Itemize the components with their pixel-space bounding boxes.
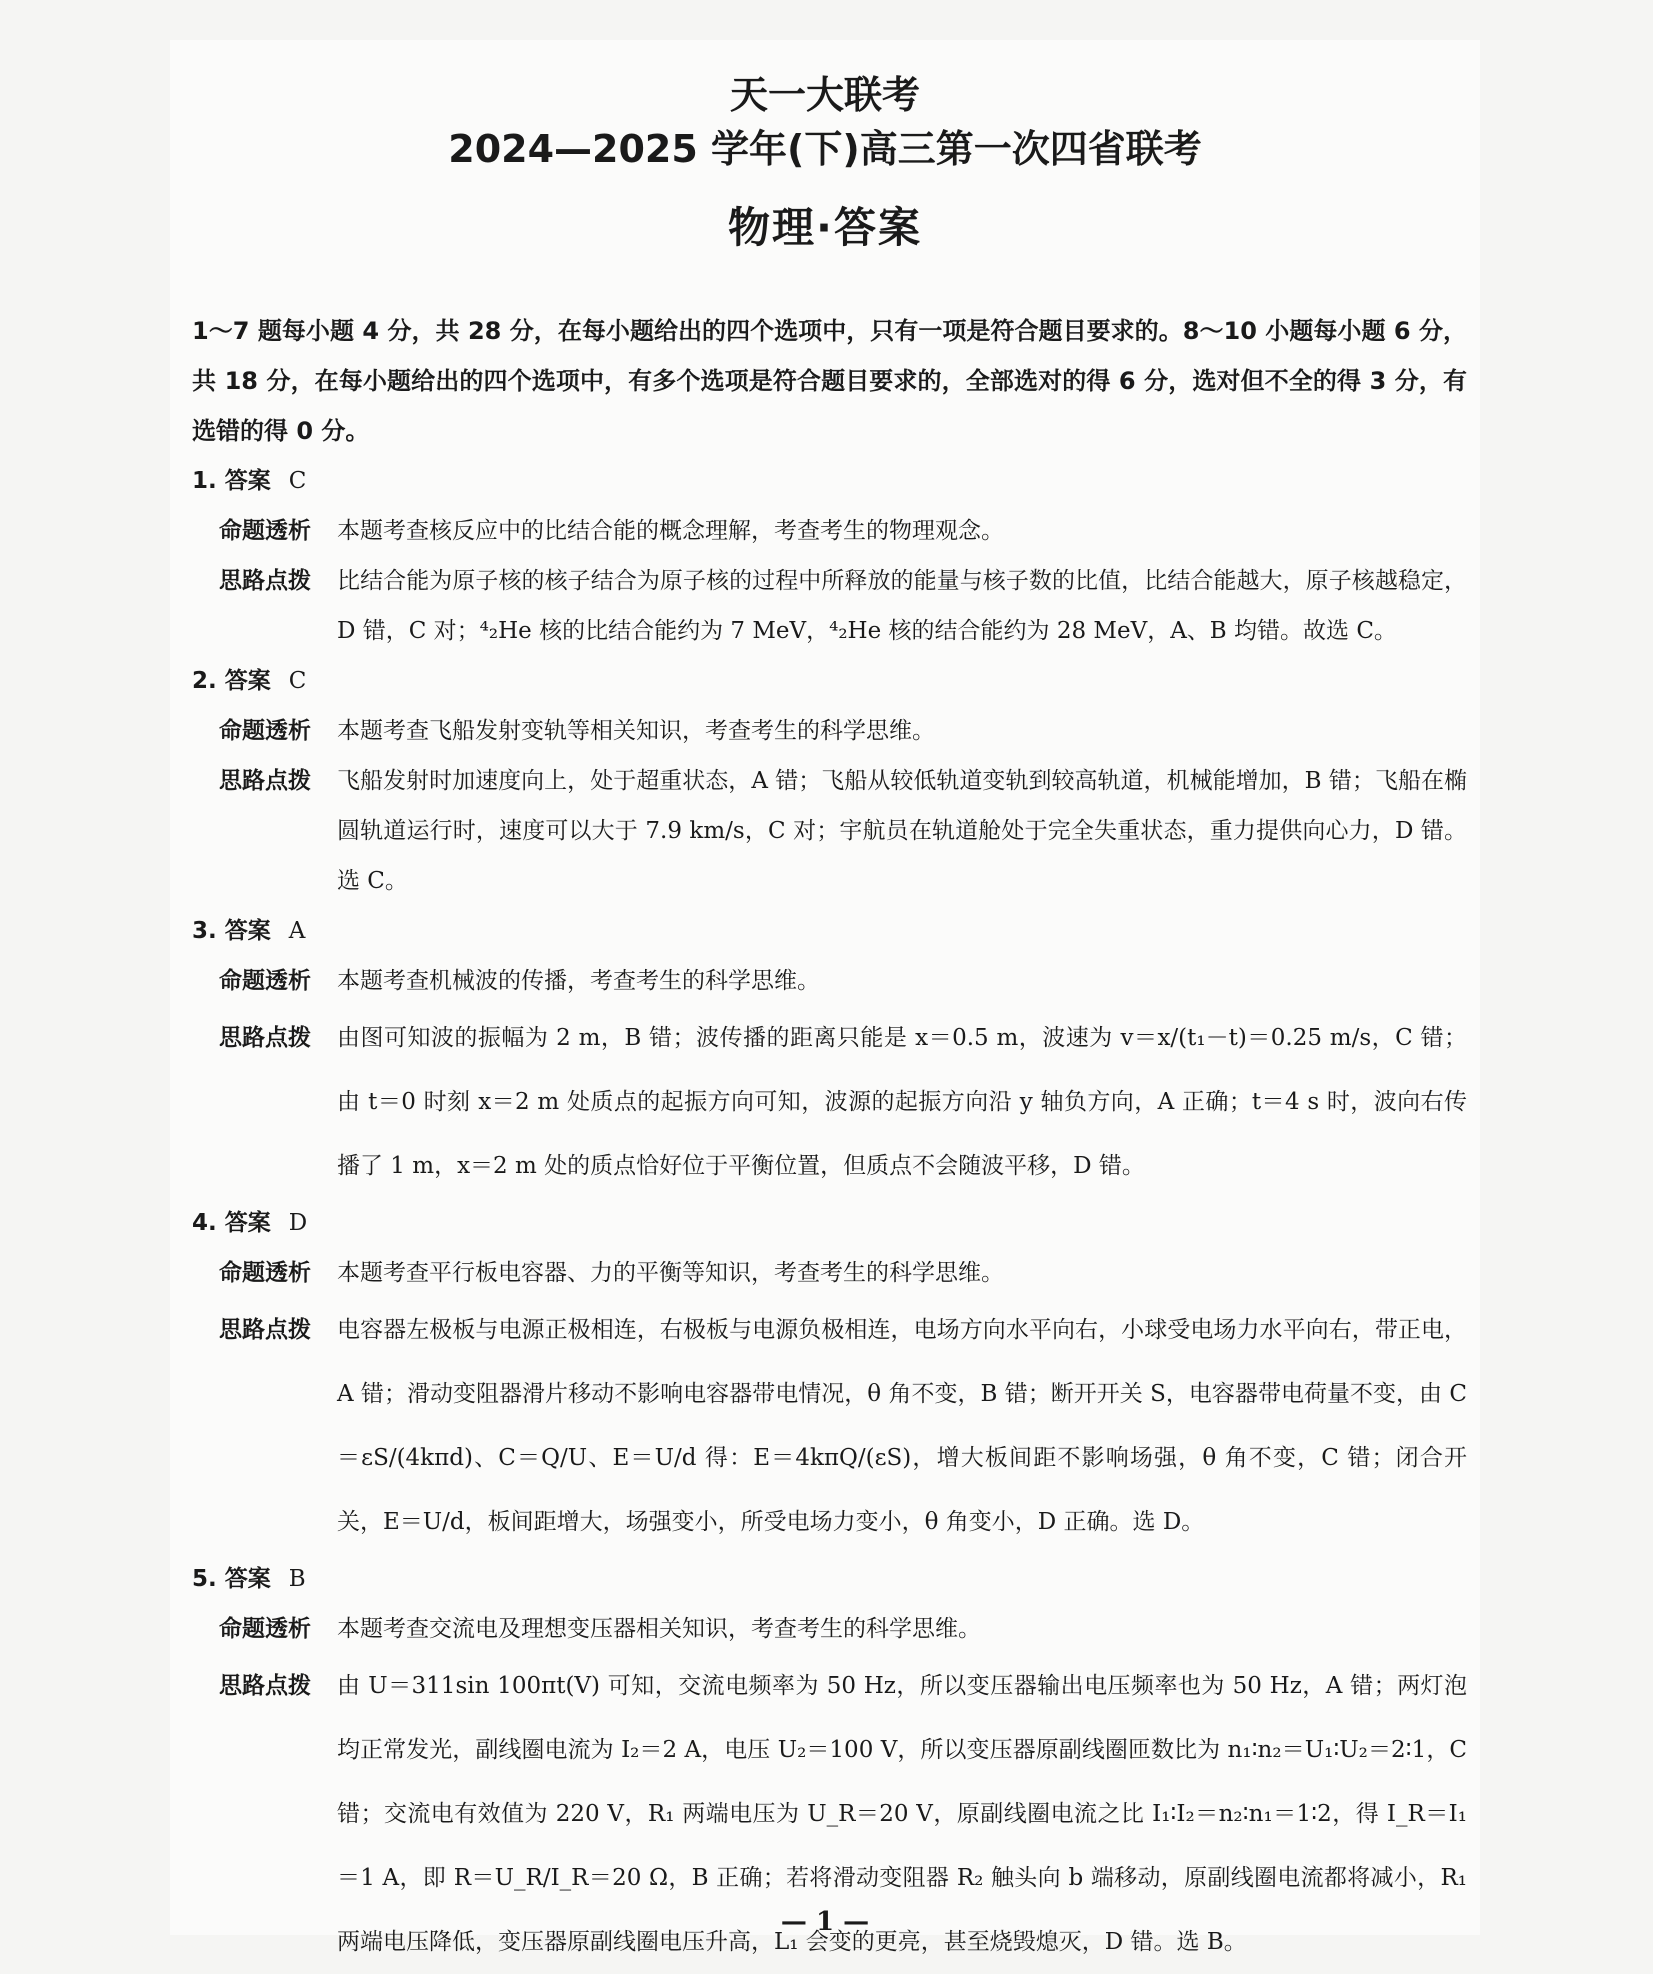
intent-row [192, 956, 1467, 1006]
hint-text: 由图可知波的振幅为 2 m，B 错；波传播的距离只能是 x＝0.5 m，波速为 v＝x/(t₁－t)＝0.25 m/s，C 错；由 t＝0 时刻 x＝2 m 处质点的起振方向可知，波源的起振方向沿 y 轴负方向，A 正确；t＝4 s 时，波向右传播了 1 m，x＝2 m 处的质点恰好位于平衡位置，但质点不会随波平移，D 错。 [337, 1025, 1467, 1179]
answer-label: 2. 答案 [192, 668, 271, 694]
answer-line [192, 1198, 1467, 1248]
hint-row [192, 1006, 1467, 1198]
intent-text: 本题考查飞船发射变轨等相关知识，考查考生的科学思维。 [337, 718, 935, 744]
hint-label: 思路点拨 [219, 568, 311, 594]
hint-label: 思路点拨 [219, 1673, 311, 1699]
hint-text: 由 U＝311sin 100πt(V) 可知，交流电频率为 50 Hz，所以变压器输出电压频率也为 50 Hz，A 错；两灯泡均正常发光，副线圈电流为 I₂＝2 A，电压 U₂＝100 V，所以变压器原副线圈匝数比为 n₁∶n₂＝U₁∶U₂＝2∶1，C 错；交流电有效值为 220 V，R₁ 两端电压为 U_R＝20 V，原副线圈电流之比 I₁∶I₂＝n₂∶n₁＝1∶2，得 I_R＝I₁＝1 A，即 R＝U_R/I_R＝20 Ω，B 正确；若将滑动变阻器 R₂ 触头向 b 端移动，原副线圈电流都将减小，R₁ 两端电压降低，变压器原副线圈电压升高，L₁ 会变的更亮，甚至烧毁熄灭，D 错。选 B。 [337, 1673, 1467, 1955]
intent-row [192, 1604, 1467, 1654]
hint-label: 思路点拨 [219, 1317, 311, 1343]
answer-line [192, 656, 1467, 706]
answer-content [192, 306, 1467, 1974]
hint-label: 思路点拨 [219, 1025, 311, 1051]
exam-title: 2024—2025 学年(下)高三第一次四省联考 [448, 127, 1202, 171]
answer-value: C [288, 468, 307, 494]
answer-value: D [288, 1210, 308, 1236]
hint-text: 比结合能为原子核的核子结合为原子核的过程中所释放的能量与核子数的比值，比结合能越大，原子核越稳定，D 错，C 对；⁴₂He 核的比结合能约为 7 MeV，⁴₂He 核的结合能约为 28 MeV，A、B 均错。故选 C。 [337, 568, 1467, 644]
hint-label: 思路点拨 [219, 768, 311, 794]
intent-label: 命题透析 [219, 718, 311, 744]
answer-value: C [288, 668, 307, 694]
hint-text: 电容器左极板与电源正极相连，右极板与电源负极相连，电场方向水平向右，小球受电场力水平向右，带正电，A 错；滑动变阻器滑片移动不影响电容器带电情况，θ 角不变，B 错；断开开关 S，电容器带电荷量不变，由 C＝εS/(4kπd)、C＝Q/U、E＝U/d 得：E＝4kπQ/(εS)，增大板间距不影响场强，θ 角不变，C 错；闭合开关，E＝U/d，板间距增大，场强变小，所受电场力变小，θ 角变小，D 正确。选 D。 [337, 1317, 1467, 1535]
answer-sheet-page [170, 40, 1480, 1955]
answer-line [192, 1554, 1467, 1604]
scoring-instructions: 1～7 题每小题 4 分，共 28 分，在每小题给出的四个选项中，只有一项是符合题目要求的。8～10 小题每小题 6 分，共 18 分，在每小题给出的四个选项中，有多个选项是符合题目要求的，全部选对的得 6 分，选对但不全的得 3 分，有选错的得 0 分。 [192, 317, 1467, 445]
answer-label: 1. 答案 [192, 468, 271, 494]
intent-row [192, 1248, 1467, 1298]
answer-value: A [288, 918, 306, 944]
intent-row [192, 506, 1467, 556]
intent-label: 命题透析 [219, 1616, 311, 1642]
answer-line [192, 906, 1467, 956]
intent-text: 本题考查交流电及理想变压器相关知识，考查考生的科学思维。 [337, 1616, 981, 1642]
document-header [170, 68, 1480, 258]
hint-row [192, 756, 1467, 906]
subject-title: 物理·答案 [728, 203, 922, 252]
answer-label: 3. 答案 [192, 918, 271, 944]
answer-value: B [288, 1566, 306, 1592]
intent-text: 本题考查核反应中的比结合能的概念理解，考查考生的物理观念。 [337, 518, 1004, 544]
intent-text: 本题考查平行板电容器、力的平衡等知识，考查考生的科学思维。 [337, 1260, 1004, 1286]
page-number: — 1 — [780, 1907, 870, 1937]
intent-label: 命题透析 [219, 518, 311, 544]
answer-line [192, 456, 1467, 506]
intent-text: 本题考查机械波的传播，考查考生的科学思维。 [337, 968, 820, 994]
intent-row [192, 706, 1467, 756]
hint-row [192, 1298, 1467, 1554]
answer-label: 4. 答案 [192, 1210, 271, 1236]
hint-text: 飞船发射时加速度向上，处于超重状态，A 错；飞船从较低轨道变轨到较高轨道，机械能增加，B 错；飞船在椭圆轨道运行时，速度可以大于 7.9 km/s，C 对；宇航员在轨道舱处于完全失重状态，重力提供向心力，D 错。选 C。 [337, 768, 1467, 894]
answer-label: 5. 答案 [192, 1566, 271, 1592]
intent-label: 命题透析 [219, 968, 311, 994]
exam-organizer: 天一大联考 [729, 73, 920, 117]
hint-row [192, 556, 1467, 656]
intent-label: 命题透析 [219, 1260, 311, 1286]
